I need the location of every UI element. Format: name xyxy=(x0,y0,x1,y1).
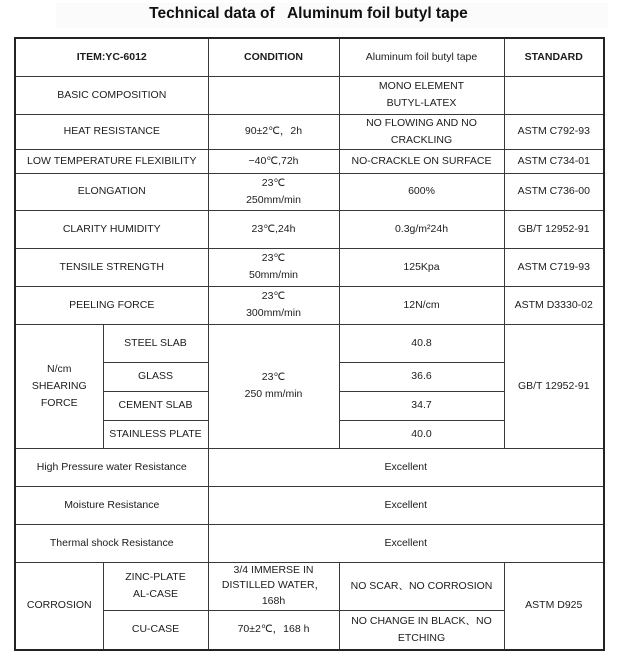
header-row xyxy=(15,38,604,76)
value-line: NO SCAR、NO CORROSION xyxy=(350,579,493,592)
shearing-value-glass: 36.6 xyxy=(339,362,504,391)
moisture-resistance-label: Moisture Resistance xyxy=(15,486,208,524)
shearing-force-standard: GB/T 12952-91 xyxy=(504,324,604,448)
tensile-strength-label: TENSILE STRENGTH xyxy=(15,248,208,286)
corrosion-condition-zinc-plate xyxy=(208,562,339,610)
shearing-force-group-label xyxy=(15,324,103,448)
heat-resistance-condition: 90±2℃，2h xyxy=(208,114,339,149)
condition-line: 168h xyxy=(261,594,286,607)
shearing-surface-glass: GLASS xyxy=(103,362,208,391)
condition-line: 50mm/min xyxy=(248,269,298,281)
clarity-humidity-standard: GB/T 12952-91 xyxy=(504,210,604,248)
high-pressure-water-resistance-value: Excellent xyxy=(208,448,604,486)
peeling-force-standard: ASTM D3330-02 xyxy=(504,286,604,324)
tensile-strength-value: 125Kpa xyxy=(339,248,504,286)
basic-composition-standard xyxy=(504,76,604,114)
group-line: SHEARING xyxy=(31,379,87,392)
group-line: FORCE xyxy=(40,396,78,409)
row-thermal-shock-resistance xyxy=(15,524,604,562)
moisture-resistance-value: Excellent xyxy=(208,486,604,524)
elongation-label: ELONGATION xyxy=(15,173,208,210)
value-line: MONO ELEMENT xyxy=(378,80,465,92)
condition-line: 250mm/min xyxy=(246,193,301,206)
condition-line: 250 mm/min xyxy=(244,388,303,400)
thermal-shock-resistance-value: Excellent xyxy=(208,524,604,562)
corrosion-case-cu xyxy=(103,610,208,650)
row-shearing-steel-slab xyxy=(15,324,604,362)
condition-line: DISTILLED WATER， xyxy=(221,579,326,592)
tensile-strength-condition xyxy=(208,248,339,286)
corrosion-case-zinc-plate xyxy=(103,562,208,610)
peeling-force-label: PEELING FORCE xyxy=(15,286,208,324)
corrosion-group-label: CORROSION xyxy=(15,562,103,650)
elongation-value: 600% xyxy=(339,173,504,210)
shearing-value-stainless-plate: 40.0 xyxy=(339,420,504,448)
header-item: ITEM:YC-6012 xyxy=(15,38,208,76)
page-title: Technical data of Aluminum foil butyl tape xyxy=(149,5,468,22)
case-line: AL-CASE xyxy=(133,588,178,600)
row-heat-resistance xyxy=(15,114,604,149)
shearing-surface-stainless-plate: STAINLESS PLATE xyxy=(103,420,208,448)
thermal-shock-resistance-label: Thermal shock Resistance xyxy=(15,524,208,562)
elongation-condition xyxy=(208,173,339,210)
basic-composition-condition xyxy=(208,76,339,114)
value-line: CRACKLING xyxy=(390,133,453,146)
row-high-pressure-water-resistance xyxy=(15,448,604,486)
row-low-temperature-flexibility xyxy=(15,149,604,173)
value-line: BUTYL-LATEX xyxy=(386,97,457,109)
row-tensile-strength xyxy=(15,248,604,286)
heat-resistance-value xyxy=(339,114,504,149)
peeling-force-condition xyxy=(208,286,339,324)
header-condition: CONDITION xyxy=(208,38,339,76)
row-elongation xyxy=(15,173,604,210)
header-product: Aluminum foil butyl tape xyxy=(339,38,504,76)
shearing-surface-steel-slab: STEEL SLAB xyxy=(103,324,208,362)
elongation-standard: ASTM C736-00 xyxy=(504,173,604,210)
condition-line: 300mm/min xyxy=(246,307,301,319)
heat-resistance-label: HEAT RESISTANCE xyxy=(15,114,208,149)
heat-resistance-standard: ASTM C792-93 xyxy=(504,114,604,149)
condition-line: 3/4 IMMERSE IN xyxy=(233,563,314,576)
shearing-value-cement-slab: 34.7 xyxy=(339,391,504,420)
spec-table xyxy=(14,37,605,651)
tensile-strength-standard: ASTM C719-93 xyxy=(504,248,604,286)
corrosion-value-cu xyxy=(339,610,504,650)
value-line: ETCHING xyxy=(397,631,446,644)
row-basic-composition xyxy=(15,76,604,114)
header-standard: STANDARD xyxy=(504,38,604,76)
condition-line: 23℃ xyxy=(261,371,286,383)
high-pressure-water-resistance-label: High Pressure water Resistance xyxy=(15,448,208,486)
shearing-value-steel-slab: 40.8 xyxy=(339,324,504,362)
low-temperature-flexibility-standard: ASTM C734-01 xyxy=(504,149,604,173)
condition-line: 23℃ xyxy=(261,290,286,302)
corrosion-standard: ASTM D925 xyxy=(504,562,604,650)
row-corrosion-zinc-plate xyxy=(15,562,604,610)
group-line: N/cm xyxy=(47,362,72,375)
value-line: NO CHANGE IN BLACK、NO xyxy=(351,614,492,627)
row-clarity-humidity xyxy=(15,210,604,248)
condition-line: 70±2℃，168 h xyxy=(237,623,310,636)
low-temperature-flexibility-condition: −40℃,72h xyxy=(208,149,339,173)
basic-composition-label: BASIC COMPOSITION xyxy=(15,76,208,114)
value-line: NO FLOWING AND NO xyxy=(366,116,477,129)
corrosion-condition-cu xyxy=(208,610,339,650)
corrosion-value-zinc-plate xyxy=(339,562,504,610)
clarity-humidity-value: 0.3g/m²24h xyxy=(339,210,504,248)
shearing-force-condition xyxy=(208,324,339,448)
row-peeling-force xyxy=(15,286,604,324)
basic-composition-value xyxy=(339,76,504,114)
clarity-humidity-label: CLARITY HUMIDITY xyxy=(15,210,208,248)
case-line: ZINC-PLATE xyxy=(125,571,186,583)
clarity-humidity-condition: 23℃,24h xyxy=(208,210,339,248)
shearing-surface-cement-slab: CEMENT SLAB xyxy=(103,391,208,420)
case-line: CU-CASE xyxy=(131,623,180,636)
peeling-force-value: 12N/cm xyxy=(339,286,504,324)
row-moisture-resistance xyxy=(15,486,604,524)
condition-line: 23℃ xyxy=(261,176,286,189)
condition-line: 23℃ xyxy=(261,252,286,264)
low-temperature-flexibility-label: LOW TEMPERATURE FLEXIBILITY xyxy=(15,149,208,173)
low-temperature-flexibility-value: NO-CRACKLE ON SURFACE xyxy=(339,149,504,173)
